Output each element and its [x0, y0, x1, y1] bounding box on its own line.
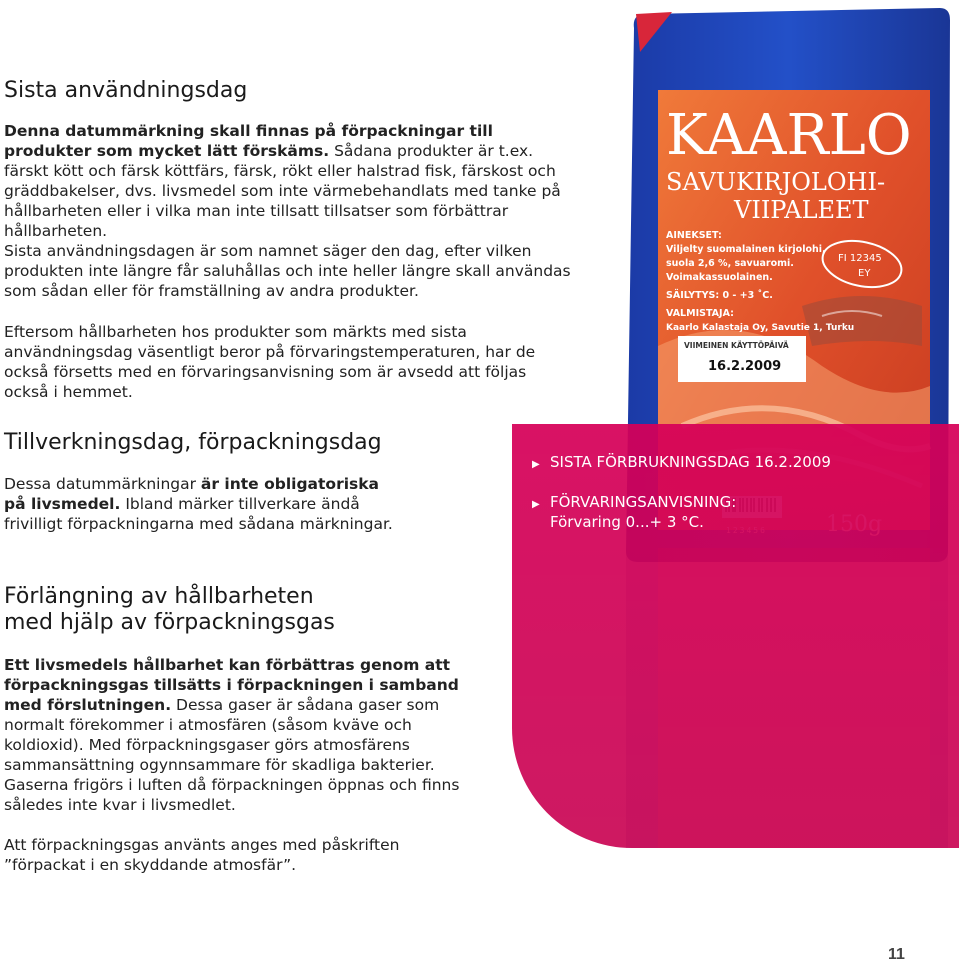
- svg-text:VIIMEINEN KÄYTTÖPÄIVÄ: VIIMEINEN KÄYTTÖPÄIVÄ: [684, 341, 789, 350]
- section-heading-last-use-date: Sista användningsdag: [4, 78, 248, 103]
- svg-text:Kaarlo Kalastaja Oy, Savutie 1: Kaarlo Kalastaja Oy, Savutie 1, Turku: [666, 323, 855, 333]
- svg-text:SÄILYTYS: 0 - +3 ˚C.: SÄILYTYS: 0 - +3 ˚C.: [666, 290, 773, 301]
- svg-text:Voimakassuolainen.: Voimakassuolainen.: [666, 272, 773, 283]
- info-item-last-use-date: ▶ SISTA FÖRBRUKNINGSDAG 16.2.2009: [532, 452, 831, 472]
- page-number: 11: [888, 946, 905, 963]
- section2-text: Dessa datummärkningar är inte obligatoriska på livsmedel. Ibland märker tillverkare ändå frivilligt förpackningarna med sådana märkningar.: [4, 475, 393, 533]
- date-info-box: [512, 424, 959, 848]
- section1-para2: Sista användningsdagen är som namnet säger den dag, efter vilken produkten inte längre får saluhållas och inte heller längre skall användas som sådan eller för framställning av andra produkter.: [4, 242, 571, 300]
- section1-para3: Eftersom hållbarheten hos produkter som märkts med sista användningsdag väsentligt beror på förvaringstemperaturen, har de också försetts med en förvaringsanvisning som är avsedd att följas också i hemmet.: [4, 323, 536, 401]
- package-product-line2: VIIPALEET: [734, 196, 869, 224]
- svg-text:Viljelty suomalainen kirjolohi: Viljelty suomalainen kirjolohi,: [666, 244, 826, 255]
- package-product-line1: SAVUKIRJOLOHI-: [666, 168, 886, 196]
- svg-text:FI 12345: FI 12345: [838, 253, 882, 264]
- section-heading-manufacture-date: Tillverkningsdag, förpackningsdag: [4, 430, 382, 455]
- bullet-icon: ▶: [532, 459, 540, 470]
- section3-para2: Att förpackningsgas använts anges med påskriften ”förpackat i en skyddande atmosfär”.: [4, 836, 400, 874]
- svg-text:VALMISTAJA:: VALMISTAJA:: [666, 308, 734, 319]
- section-heading-packaging-gas: Förlängning av hållbarheten med hjälp av förpackningsgas: [4, 584, 335, 635]
- package-date: 16.2.2009: [708, 359, 782, 374]
- package-brand: KAARLO: [666, 103, 912, 168]
- section3-text: Ett livsmedels hållbarhet kan förbättras genom att förpackningsgas tillsätts i förpackningen i samband med förslutningen. Dessa gaser är sådana gaser som normalt förekommer i atmosfären (såsom kväve och koldioxid). Med förpackningsgaser görs atmosfärens sammansättning ogynnsammare för skadliga bakterier. Gaserna frigörs i luften då förpackningen öppnas och finns således inte kvar i livsmedlet.: [4, 656, 460, 814]
- svg-text:suola 2,6 %, savuaromi.: suola 2,6 %, savuaromi.: [666, 258, 794, 269]
- bullet-icon: ▶: [532, 499, 540, 510]
- section1-intro: Denna datummärkning skall finnas på förpackningar till produkter som mycket lätt förskäms. Sådana produkter är t.ex. färskt kött och färsk köttfärs, färsk, rökt eller halstrad fisk, färskost och gräddbakelser, dvs. livsmedel som inte värmebehandlats med tanke på hållbarheten eller i vilka man inte tillsatt tillsatser som förbättrar hållbarheten.: [4, 122, 561, 240]
- svg-text:AINEKSET:: AINEKSET:: [666, 230, 722, 241]
- svg-text:EY: EY: [858, 268, 871, 279]
- info-item-storage: ▶ FÖRVARINGSANVISNING: Förvaring 0...+ 3 °C.: [532, 493, 737, 531]
